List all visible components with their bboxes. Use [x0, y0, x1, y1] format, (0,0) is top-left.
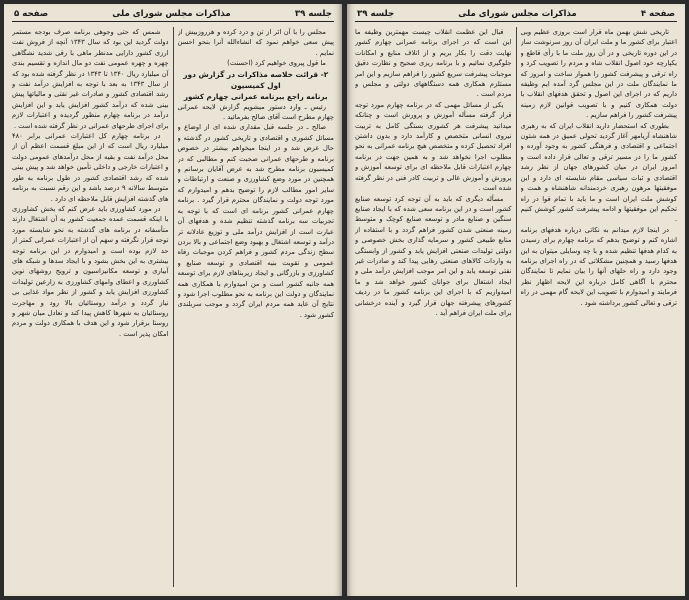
page-right: [347, 4, 685, 596]
paragraph: یکی از مسائل مهمی که در برنامه چهارم مورد توجه قرار گرفته مسأله آموزش و پرورش است و چنانکه میدانید پیشرفت هر کشوری بستگی کامل به تربیت نیروی انسانی متخصص و کارآمد دارد و بدون داشتن افراد تحصیل کرده و متخصص هیچ برنامه عمرانی به نحو مطلوب اجرا نخواهد شد و به همین جهت در برنامه چهارم اعتبارات قابل ملاحظه ای برای توسعه آموزش و پرورش و آموزش عالی و تربیت کادر فنی در نظر گرفته شده است .: [355, 100, 512, 193]
column-right: [521, 27, 678, 587]
header-title: مذاکرات مجلس شورای ملی: [112, 9, 231, 19]
column-left: [12, 27, 169, 587]
page-header-right: [355, 8, 677, 22]
paragraph: بطوری که استحضار دارید انقلاب ایران که به رهبری شاهنشاه آریامهر آغاز گردید تحولی عمیق در همه شئون اجتماعی و اقتصادی و فرهنگی کشور به وجود آورده و کشور ما را در مسیر ترقی و تعالی قرار داده است و امروز ایران در میان کشورهای جهان از نظر رشد اقتصادی و ثبات سیاسی مقام شایسته ای دارد و این موفقیتها مرهون رهبری خردمندانه شاهنشاه و همت و کوشش ملت ایران است و ما باید با تمام قوا در راه تحکیم این موفقیتها و ادامه پیشرفت کشور کوشش کنیم .: [520, 121, 677, 224]
book-spread: [4, 4, 685, 596]
paragraph: قبال این عظمت انقلاب چیست مهمترین وظیفه ما این است که در اجرای برنامه عمرانی چهارم کشور نهایت دقت را بکار بریم و از اتلاف منابع و امکانات جلوگیری نمائیم و با برنامه ریزی صحیح و نظارت دقیق موجبات پیشرفت سریع کشور را فراهم سازیم و این امر مستلزم همکاری همه دستگاههای دولتی و مجلس و مردم است .: [355, 28, 512, 99]
column-left: [355, 27, 512, 587]
paragraph: رئیس ـ وارد دستور میشویم گزارش لایحه عمرانی چهارم مطرح است آقای صالح بفرمائید .: [177, 102, 334, 122]
paragraph: تاریخی شش بهمن ماه قرار است بروزی عظیم وبی اعتبار برای کشور ما و ملت ایران آن روز سرنوشت ساز در این دوره تاریخی و در آن روز ملت ما با رأی قاطع و یکپارچه خود اصول انقلاب شاه و مردم را تصویب کرد و راه ترقی و پیشرفت کشور را هموار ساخت و امروز که ما نمایندگان ملت در این مجلس گرد آمده ایم وظیفه داریم که در اجرای این اصول و تحقق هدفهای انقلاب با دولت همکاری کنیم و با تصویب قوانین لازم زمینه پیشرفت کشور را فراهم سازیم .: [520, 28, 677, 120]
session-label: جلسه ۳۹: [357, 9, 395, 19]
section-title: ۲- قرائت خلاصه مذاکرات در گزارش دور اول کمیسیون: [183, 69, 329, 90]
paragraph: شمس که حتی وجوهی برنامه صرف بودجه مستمر دولت گردید این بود که سال ۱۳۴۳ آنچه از فروش نفت ارزی کشور دارایی مدنظر ماهی با رقی شدید نشگاهی چهره و چهره عمومی نفت دو مال اندازه و تقسیم بندی آن میلیارد ریال ۱۳۴۰ تا ۱۳۴۳ در نظر گرفته شده بود که از سال ۱۳۴۳ به بعد با توجه به افزایش درآمد نفت و رشد اقتصادی کشور و صادرات غیر نفتی و مالیاتها پیش بینی شده که درآمد کشور افزایش یابد و این افزایش درآمد در برنامه چهارم منظور گردیده و اعتبارات لازم برای اجرای طرحهای عمرانی در نظر گرفته شده است .: [12, 28, 169, 130]
paragraph: در برنامه چهارم کل اعتبارات عمرانی برابر ۴۸۰ میلیارد ریال است که از این مبلغ قسمت اعظم آن از محل درآمد نفت و بقیه از محل درآمدهای عمومی دولت و اعتبارات خارجی و داخلی تأمین خواهد شد و پیش بینی شده که رشد اقتصادی کشور در طول برنامه به طور متوسط سالانه ۹ درصد باشد و این رقم نسبت به برنامه های گذشته افزایش قابل ملاحظه ای دارد .: [12, 132, 169, 203]
column-divider: [173, 27, 174, 587]
section-subtitle: برنامه راجع ببرنامه عمرانی چهارم کشور: [183, 91, 328, 101]
page-number: صفحه ۵: [14, 9, 49, 19]
paragraph: مسأله دیگری که باید به آن توجه کرد توسعه صنایع کشور است و در این برنامه سعی شده که با ایجاد صنایع سنگین و صنایع مادر و توسعه صنایع کوچک و متوسط زمینه صنعتی شدن کشور فراهم گردد و با استفاده از منابع طبیعی کشور و سرمایه گذاری بخش خصوصی و دولتی تولیدات صنعتی افزایش یابد و کشور از وابستگی به واردات کالاهای صنعتی رهایی پیدا کند و صادرات غیر نفتی توسعه یابد و این امر موجب افزایش درآمد ملی و ایجاد اشتغال برای جوانان کشور خواهد شد و ما امیدواریم که با اجرای این برنامه کشور ما در ردیف کشورهای پیشرفته جهان قرار گیرد و آینده درخشانی برای ملت ایران فراهم آید .: [355, 194, 512, 317]
paragraph: مجلس را با آن اثر از تن و درد کرده و هرروزبیش از پیش سعی خواهم نمود که انشاءالله آنرا بنحو احسن نمایم .: [177, 28, 334, 57]
session-label: جلسه ۳۹: [294, 9, 332, 19]
paragraph: در اینجا لازم میدانم به نکاتی درباره هدفهای برنامه اشاره کنم و توضیح بدهم که برنامه چهارم برای رسیدن به کدام هدفها تنظیم شده و با چه وسایلی میتوان به این هدفها رسید و همچنین مشکلاتی که در راه اجرای برنامه وجود دارد و راه حلهای آنها را بیان نمایم تا نمایندگان محترم با آگاهی کامل درباره این لایحه اظهار نظر فرمایند و امیدوارم با تصویب این لایحه گام مهمی در راه ترقی و تعالی کشور برداشته شود .: [520, 225, 677, 307]
page-number: صفحه ۴: [640, 9, 675, 19]
text-columns: [12, 27, 334, 587]
column-right: [178, 27, 335, 587]
text-columns: [355, 27, 677, 587]
page-header-left: [12, 8, 334, 22]
paragraph: در مورد کشاورزی باید عرض کنم که بخش کشاورزی با اینکه قسمت عمده جمعیت کشور به آن اشتغال دارند متأسفانه در برنامه های گذشته به نحو شایسته مورد توجه قرار نگرفته و سهم آن از اعتبارات عمرانی کمتر از حد لازم بوده است و امیدوارم در این برنامه توجه بیشتری به این بخش بشود و با ایجاد سدها و شبکه های آبیاری و توسعه مکانیزاسیون و ترویج روشهای نوین کشاورزی و اعطای وامهای کشاورزی به زارعین تولیدات کشاورزی افزایش یابد و کشور از نظر مواد غذایی بی نیاز گردد و درآمد روستائیان بالا رود و مهاجرت روستائیان به شهرها کاهش پیدا کند و تعادل میان شهر و روستا برقرار شود و این هدف با همکاری دولت و مردم امکان پذیر است .: [12, 204, 169, 338]
paragraph: صالح ـ در جلسه قبل مقداری شده ای از اوضاع و مسائل کشوری و اقتصادی و تاریخی کشور در گذشته و حال عرض شد و در اینجا میخواهم بیشتر در خصوص برنامه و طرحهای عمرانی صحبت کنم و مطالبی که در کمیسیون برنامه مطرح شد به عرض آقایان برسانم و همچنین در مورد وضع کشاورزی و صنعت و ارتباطات و سایر امور مطالب لازم را توضیح بدهم و امیدوارم که مورد توجه دولت و نمایندگان محترم قرار گیرد . برنامه چهارم عمرانی کشور برنامه ای است که با توجه به تجربیات سه برنامه گذشته تنظیم شده و هدفهای آن عبارت است از افزایش درآمد ملی و توزیع عادلانه تر درآمد و توسعه اشتغال و بهبود وضع اجتماعی و بالا بردن سطح زندگی مردم کشور و فراهم کردن موجبات رفاه عمومی و تقویت بنیه اقتصادی و توسعه صنایع و کشاورزی و بازرگانی و ایجاد زیربناهای لازم برای توسعه همه جانبه کشور است و من امیدوارم با همکاری همه نمایندگان و دولت این برنامه به نحو مطلوب اجرا شود و نتایج آن عاید همه مردم ایران گردد و موجب سربلندی کشور شود .: [177, 123, 334, 319]
paragraph: ما قول پیروی خواهیم کرد (احسنت): [227, 59, 326, 68]
header-title: مذاکرات مجلس شورای ملی: [458, 9, 577, 19]
column-divider: [516, 27, 517, 587]
page-left: [4, 4, 342, 596]
